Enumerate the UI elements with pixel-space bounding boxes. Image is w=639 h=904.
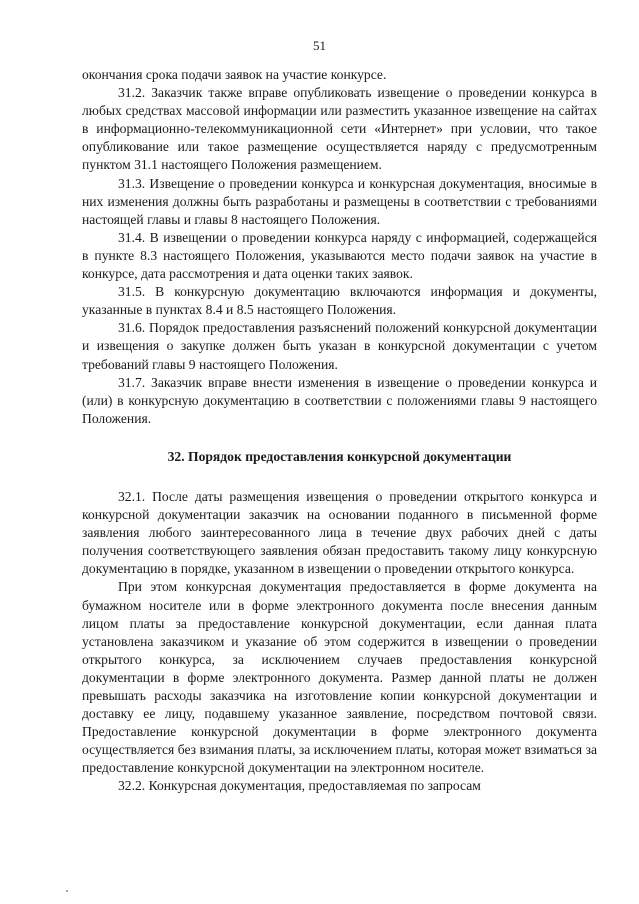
paragraph-continuation: окончания срока подачи заявок на участие конкурсе. xyxy=(82,67,387,82)
paragraph-32-1: 32.1. После даты размещения извещения о проведении открытого конкурса и конкурсной документации заказчик на основании поданного в письменной форме заявления любого заинтересованного лица в течение двух рабочих дней с даты получения соответствующего заявления обязан предоставить такому лицу конкурсную документацию в порядке, указанном в извещении о проведении открытого конкурса. xyxy=(82,488,597,577)
paragraph-31-2: 31.2. Заказчик также вправе опубликовать извещение о проведении конкурса в любых средствах массовой информации или разместить указанное извещение на сайтах в информационно-телекоммуникационной сети «Интернет» при условии, что такое опубликование или такое размещение осуществляется наряду с предусмотренным пунктом 31.1 настоящего Положения размещением. xyxy=(82,85,597,173)
document-body xyxy=(82,66,597,796)
paragraph-31-3: 31.3. Извещение о проведении конкурса и конкурсная документация, вносимые в них изменения должны быть разработаны и размещены в соответствии с требованиями настоящей главы и главы 8 настоящего Положения. xyxy=(82,175,597,227)
scan-artifact-dot xyxy=(66,890,68,892)
paragraph-31-7: 31.7. Заказчик вправе внести изменения в извещение о проведении конкурса и (или) в конкурсную документацию в соответствии с положениями главы 9 настоящего Положения. xyxy=(82,374,597,426)
paragraph-31-5: 31.5. В конкурсную документацию включаются информация и документы, указанные в пунктах 8.4 и 8.5 настоящего Положения. xyxy=(82,284,597,318)
paragraph-32-1-continued: При этом конкурсная документация предоставляется в форме документа на бумажном носителе или в форме электронного документа после внесения данным лицом платы за предоставление конкурсной документации, если данная плата установлена заказчиком и указание об этом содержится в извещении о проведении открытого конкурса, за исключением случаев предоставления конкурсной документации в форме электронного документа. Размер данной платы не должен превышать расходы заказчика на изготовление копии конкурсной документации и доставку ее лицу, подавшему указанное заявление, посредством почтовой связи. Предоставление конкурсной документации в форме электронного документа осуществляется без взимания платы, за исключением платы, которая может взиматься за предоставление конкурсной документации на электронном носителе. xyxy=(82,579,597,776)
paragraph-32-2: 32.2. Конкурсная документация, предоставляемая по запросам xyxy=(118,778,481,794)
paragraph-31-4: 31.4. В извещении о проведении конкурса наряду с информацией, содержащейся в пункте 8.3 настоящего Положения, указываются место подачи заявок на участие в конкурсе, дата рассмотрения и дата оценки таких заявок. xyxy=(82,229,597,282)
page-number: 51 xyxy=(313,38,326,53)
paragraph-31-6: 31.6. Порядок предоставления разъяснений положений конкурсной документации и извещения о закупке должен быть указан в конкурсной документации с учетом требований главы 9 настоящего Положения. xyxy=(82,320,597,372)
section-heading: 32. Порядок предоставления конкурсной документации xyxy=(167,448,512,464)
